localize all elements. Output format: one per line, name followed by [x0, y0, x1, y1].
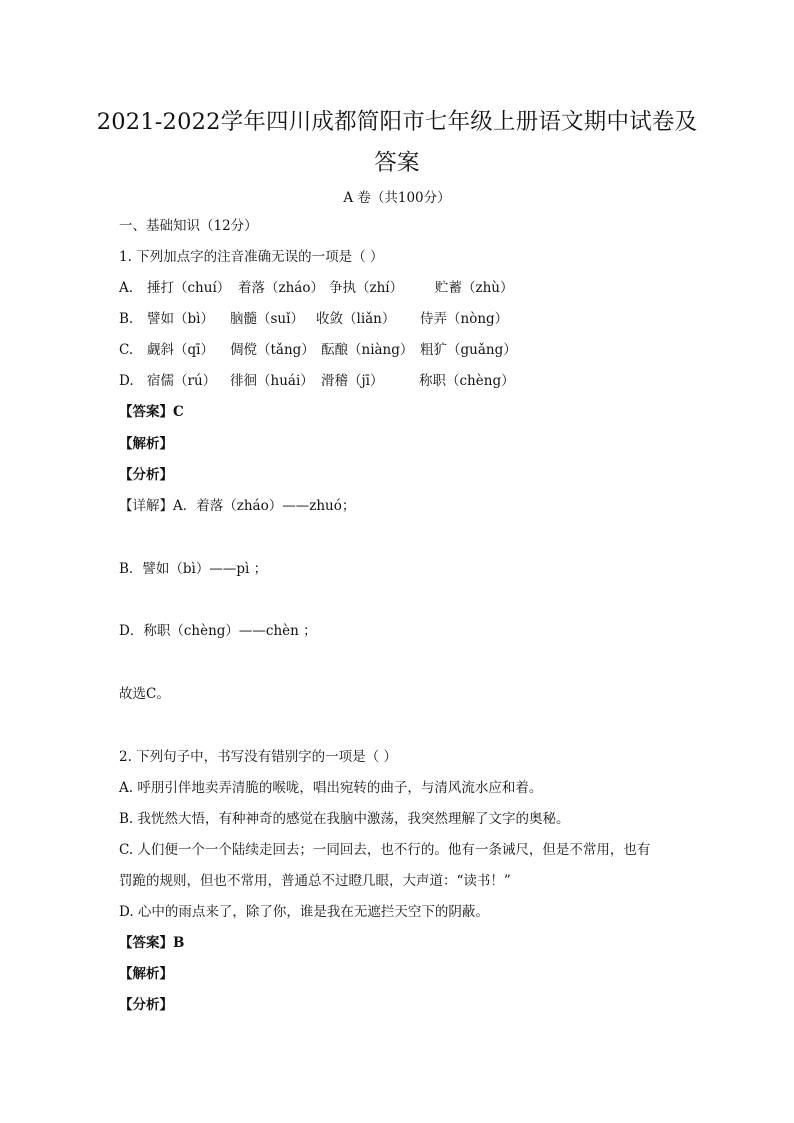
option-item: 捶打（chuí）	[147, 280, 231, 296]
option-label: C.	[119, 342, 134, 358]
q1-stem: 1. 下列加点字的注音准确无误的一项是（ ）	[119, 249, 384, 265]
option-item: 宿儒（rú）	[147, 373, 217, 389]
option-label: D.	[119, 373, 134, 389]
q2-option-d: D. 心中的雨点来了，除了你，谁是我在无遮拦天空下的阴蔽。	[119, 904, 489, 920]
option-item: 收敛（liǎn）	[316, 311, 396, 327]
option-item: 脑髓（suǐ）	[230, 311, 304, 327]
option-item: 争执（zhí）	[329, 280, 404, 296]
option-item: 譬如（bì）	[147, 311, 214, 327]
q2-jiexi-label: 【解析】	[119, 966, 173, 982]
option-label: A.	[119, 280, 134, 296]
section-a-heading: A 卷（共100分）	[343, 190, 451, 206]
q2-option-c-line2: 罚跪的规则，但也不常用，普通总不过瞪几眼，大声道：“读书！”	[119, 873, 511, 889]
q1-option-b	[119, 310, 508, 328]
option-item: 着落（zháo）	[238, 280, 324, 296]
q1-conclusion: 故选C。	[119, 686, 170, 702]
option-item: 倜傥（tǎng）	[230, 342, 315, 358]
q1-detail-d: D．称职（chèng）——chèn ；	[119, 623, 317, 639]
option-item: 酝酿（niàng）	[321, 342, 414, 358]
q1-jiexi-label: 【解析】	[119, 436, 173, 452]
q1-fenxi-label: 【分析】	[119, 467, 173, 483]
option-item: 滑稽（jī）	[321, 373, 384, 389]
part1-heading: 一、基础知识（12分）	[119, 218, 258, 234]
option-item: 粗犷（guǎng）	[420, 342, 517, 358]
q2-option-a: A. 呼朋引伴地卖弄清脆的喉咙，唱出宛转的曲子，与清风流水应和着。	[119, 780, 543, 796]
q2-option-b: B. 我恍然大悟，有种神奇的感觉在我脑中激荡，我突然理解了文字的奥秘。	[119, 811, 570, 827]
q2-answer: 【答案】B	[119, 935, 185, 951]
q1-option-a	[119, 279, 514, 297]
option-item: 觑斜（qī）	[147, 342, 214, 358]
q1-answer: 【答案】C	[119, 404, 184, 420]
document-title-line1: 2021-2022学年四川成都简阳市七年级上册语文期中试卷及	[96, 109, 698, 135]
q1-detail-b: B．譬如（bì）——pì ；	[119, 561, 268, 577]
option-item: 称职（chèng）	[419, 373, 515, 389]
q2-stem: 2. 下列句子中，书写没有错别字的一项是（ ）	[119, 749, 397, 765]
q2-fenxi-label: 【分析】	[119, 997, 173, 1013]
option-item: 侍弄（nòng）	[420, 311, 509, 327]
option-item: 徘徊（huái）	[230, 373, 314, 389]
q2-option-c-line1: C. 人们便一个一个陆续走回去；一同回去，也不行的。他有一条诫尺，但是不常用，也有	[119, 842, 651, 858]
q1-option-d	[119, 372, 515, 390]
option-label: B.	[119, 311, 134, 327]
q1-detail-a: 【详解】A．着落（zháo）——zhuó；	[119, 498, 356, 514]
q1-option-c	[119, 341, 517, 359]
option-item: 贮蓄（zhù）	[435, 280, 514, 296]
document-title-line2: 答案	[374, 150, 420, 176]
